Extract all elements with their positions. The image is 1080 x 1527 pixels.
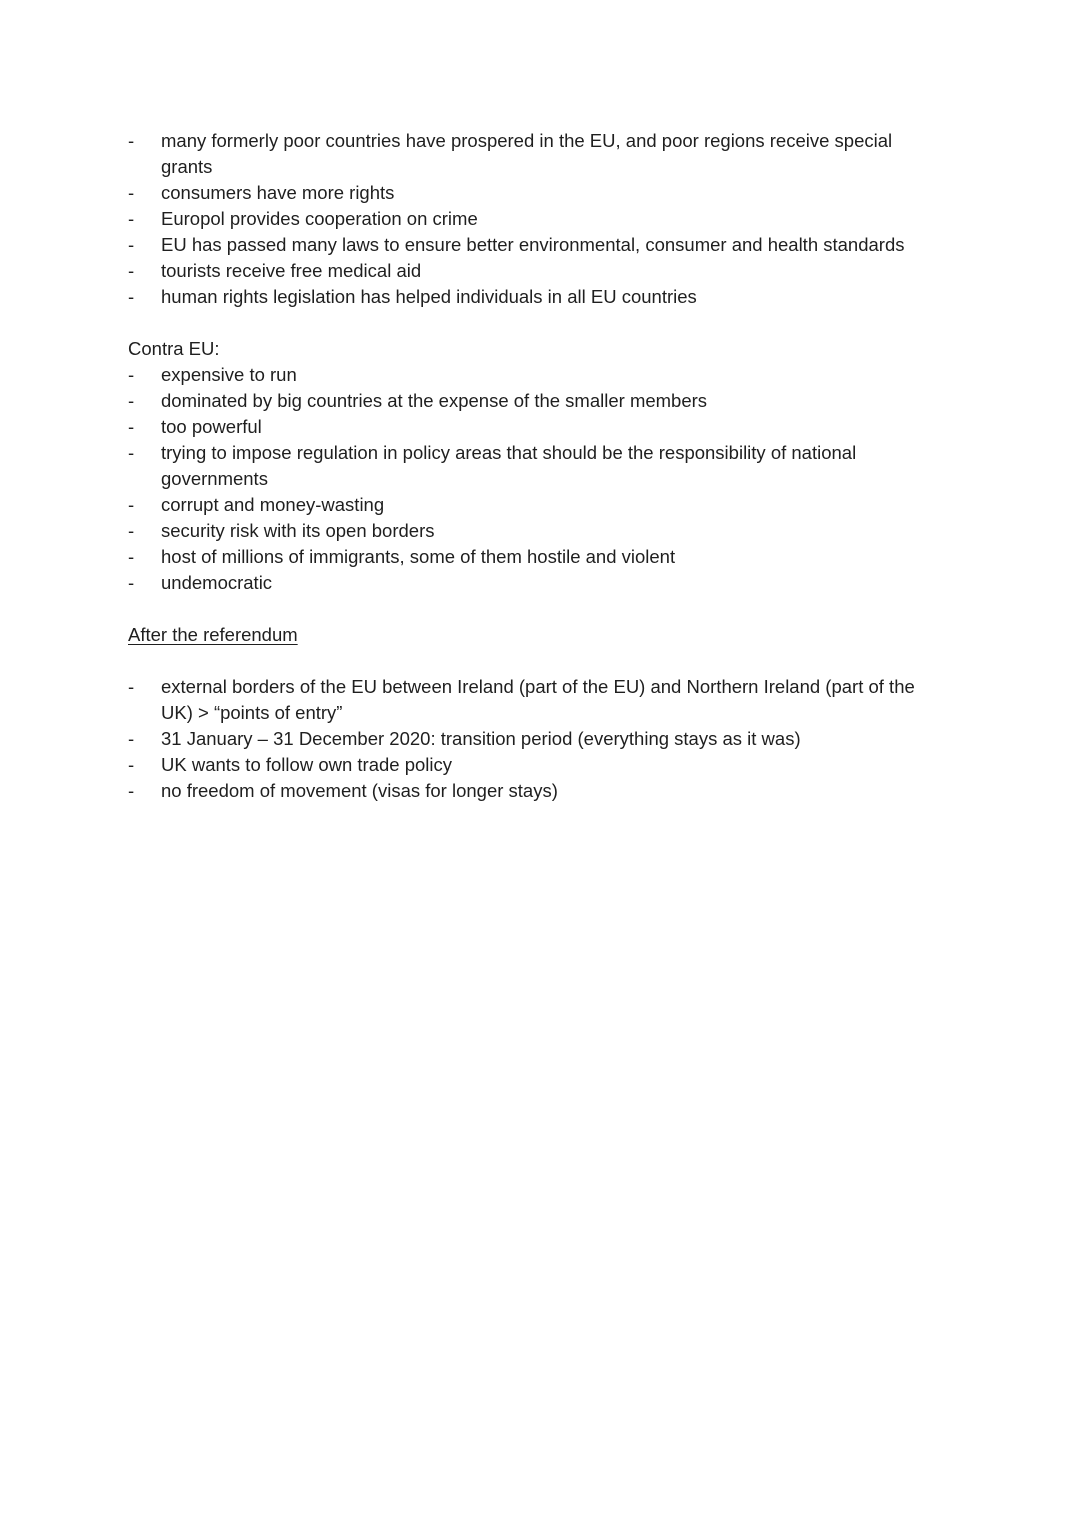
list-item-text: expensive to run	[161, 364, 297, 385]
bullet-dash: -	[128, 780, 135, 801]
list-item-text: trying to impose regulation in policy areas that should be the responsibility of national governments	[161, 442, 857, 489]
list-item	[128, 778, 948, 804]
list-item	[128, 284, 948, 310]
list-item	[128, 492, 948, 518]
bullet-dash: -	[128, 546, 135, 567]
list-item	[128, 570, 948, 596]
bullet-dash: -	[128, 390, 135, 411]
list-item-text: 31 January – 31 December 2020: transition period (everything stays as it was)	[161, 728, 801, 749]
list-item-text: undemocratic	[161, 572, 273, 593]
list-item-text: consumers have more rights	[161, 182, 395, 203]
bullet-dash: -	[128, 754, 135, 775]
spacer	[128, 310, 948, 336]
list-item	[128, 414, 948, 440]
list-item	[128, 518, 948, 544]
bullet-dash: -	[128, 416, 135, 437]
list-item-text: many formerly poor countries have prospered in the EU, and poor regions receive special grants	[161, 130, 893, 177]
list-item-text: no freedom of movement (visas for longer stays)	[161, 780, 558, 801]
list-item	[128, 232, 948, 258]
list-item-text: tourists receive free medical aid	[161, 260, 422, 281]
list-item-text: dominated by big countries at the expense of the smaller members	[161, 390, 708, 411]
bullet-dash: -	[128, 728, 135, 749]
list-item-text: UK wants to follow own trade policy	[161, 754, 452, 775]
bullet-dash: -	[128, 208, 135, 229]
list-item-text: external borders of the EU between Ireland (part of the EU) and Northern Ireland (part of the UK) > “points of entry”	[161, 676, 915, 723]
bullet-dash: -	[128, 520, 135, 541]
contra-eu-list	[128, 362, 948, 596]
bullet-dash: -	[128, 260, 135, 281]
list-item	[128, 726, 948, 752]
bullet-dash: -	[128, 130, 135, 151]
list-item-text: too powerful	[161, 416, 262, 437]
contra-eu-heading: Contra EU:	[128, 338, 220, 359]
list-item	[128, 388, 948, 414]
bullet-dash: -	[128, 572, 135, 593]
after-referendum-list	[128, 674, 948, 804]
bullet-dash: -	[128, 182, 135, 203]
spacer	[128, 596, 948, 622]
list-item	[128, 180, 948, 206]
bullet-dash: -	[128, 286, 135, 307]
list-item-text: security risk with its open borders	[161, 520, 435, 541]
list-item	[128, 544, 948, 570]
bullet-dash: -	[128, 494, 135, 515]
list-item	[128, 752, 948, 778]
list-item	[128, 206, 948, 232]
document-page	[128, 128, 948, 804]
spacer	[128, 648, 948, 674]
list-item-text: Europol provides cooperation on crime	[161, 208, 478, 229]
list-item	[128, 440, 948, 492]
list-item-text: host of millions of immigrants, some of them hostile and violent	[161, 546, 676, 567]
list-item	[128, 128, 948, 180]
after-referendum-heading: After the referendum	[128, 624, 298, 645]
list-item	[128, 258, 948, 284]
list-item-text: corrupt and money-wasting	[161, 494, 385, 515]
list-item-text: EU has passed many laws to ensure better environmental, consumer and health standards	[161, 234, 905, 255]
bullet-dash: -	[128, 234, 135, 255]
bullet-dash: -	[128, 442, 135, 463]
list-item	[128, 362, 948, 388]
pro-eu-list	[128, 128, 948, 310]
list-item	[128, 674, 948, 726]
bullet-dash: -	[128, 676, 135, 697]
bullet-dash: -	[128, 364, 135, 385]
list-item-text: human rights legislation has helped individuals in all EU countries	[161, 286, 697, 307]
